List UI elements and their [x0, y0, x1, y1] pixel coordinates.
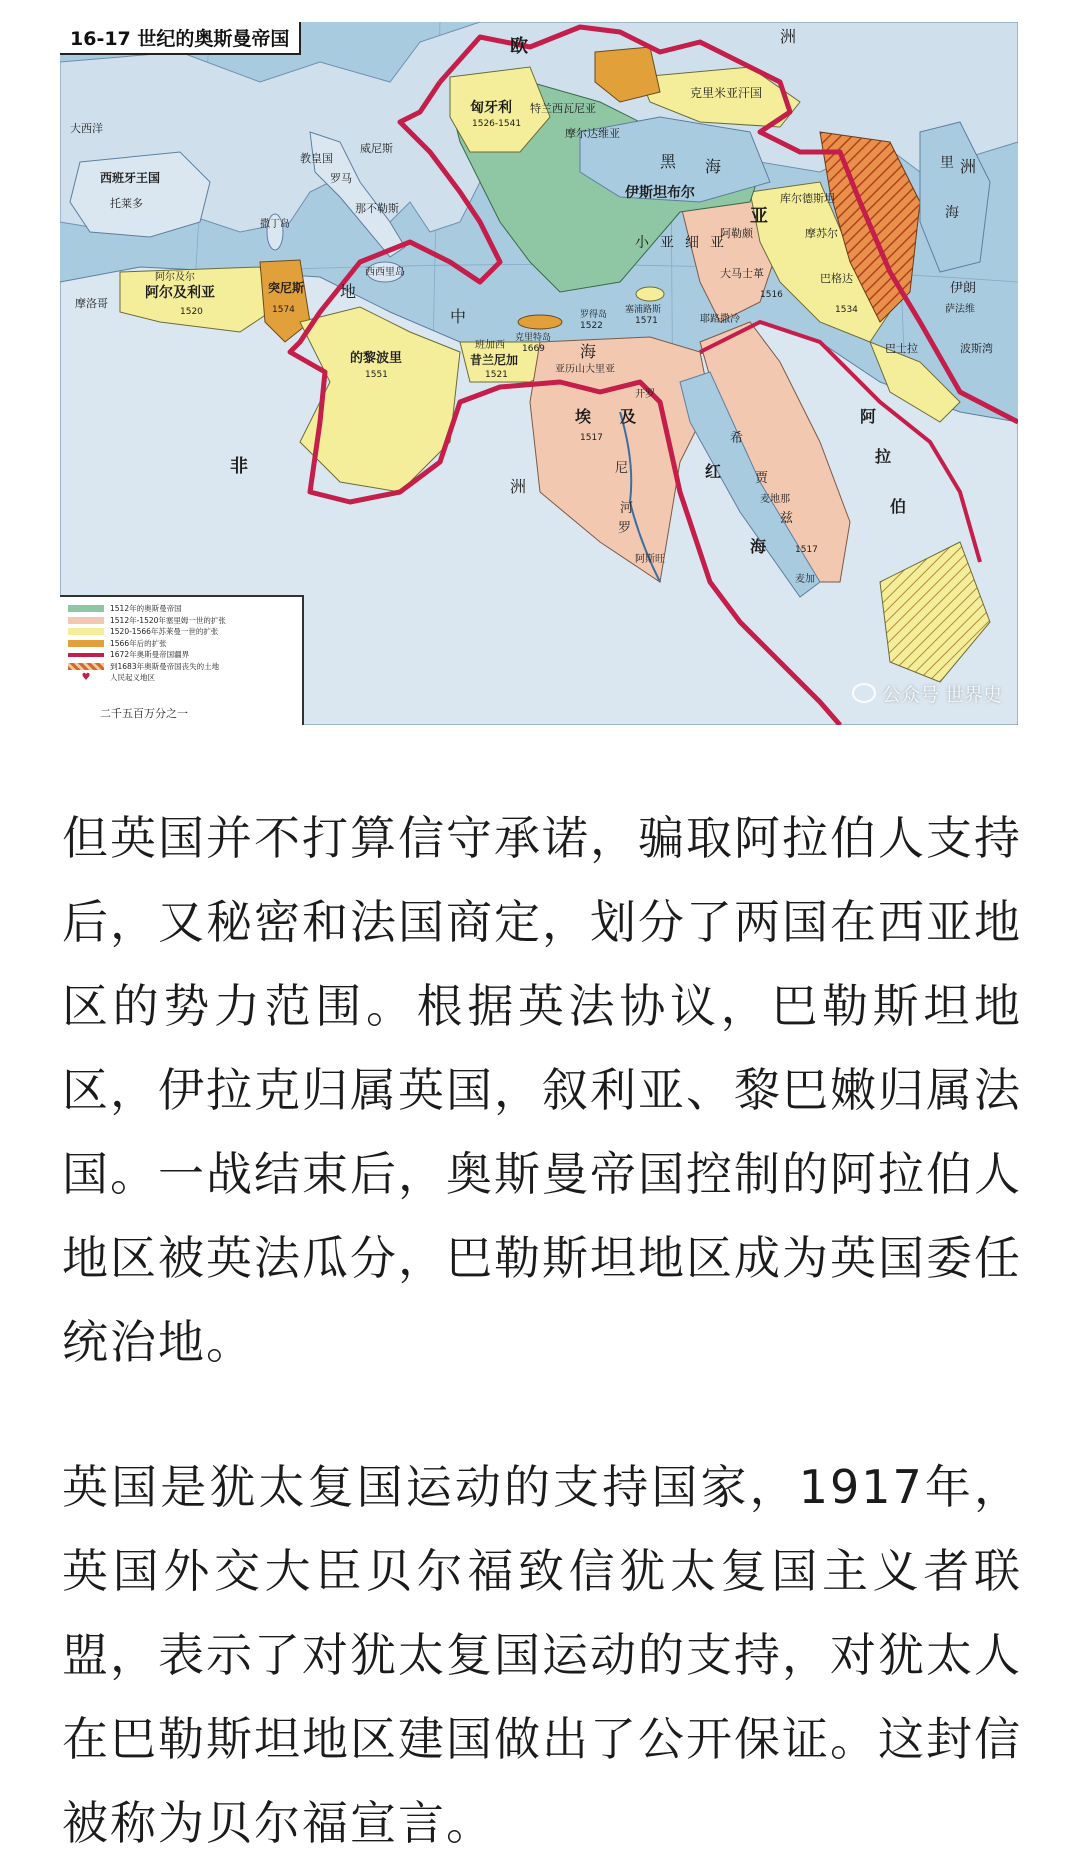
label-hungary-years: 1526-1541	[472, 119, 522, 129]
label-africa2: 洲	[510, 477, 527, 496]
label-nile3: 河	[620, 501, 634, 516]
label-papal: 教皇国	[300, 152, 333, 165]
label-toledo: 托莱多	[110, 197, 143, 210]
legend-item	[68, 649, 302, 661]
label-aswan: 阿斯旺	[635, 554, 665, 565]
label-egypt: 埃	[575, 407, 592, 426]
watermark	[852, 680, 1002, 707]
wechat-icon	[852, 683, 876, 703]
article-paragraph-1: 但英国并不打算信守承诺，骗取阿拉伯人支持后，又秘密和法国商定，划分了两国在西亚地区的势力范围。根据英法协议，巴勒斯坦地区，伊拉克归属英国，叙利亚、黎巴嫩归属法国。一战结束后，奥斯曼帝国控制的阿拉伯人地区被英法瓜分，巴勒斯坦地区成为英国委任统治地。	[62, 811, 1022, 1369]
label-mosul: 摩苏尔	[805, 227, 838, 240]
legend-label: 1672年奥斯曼帝国疆界	[110, 650, 190, 660]
spain-land	[70, 152, 210, 237]
label-alexandria: 亚历山大里亚	[555, 364, 615, 375]
label-baghdad: 巴格达	[820, 272, 853, 285]
label-africa: 非	[230, 456, 248, 477]
label-tunis-year: 1574	[272, 305, 295, 315]
label-sicily: 西西里岛	[365, 267, 405, 278]
label-europe: 欧	[510, 36, 528, 57]
label-medina: 麦地那	[760, 494, 790, 505]
crete-island	[518, 315, 562, 329]
label-rhodes-year: 1522	[580, 321, 603, 331]
label-moldavia: 摩尔达维亚	[565, 127, 620, 140]
label-sea-mid3: 海	[580, 342, 597, 361]
legend-item	[68, 615, 302, 627]
label-red-sea2: 海	[750, 537, 767, 556]
label-hejaz-year: 1517	[795, 545, 818, 555]
label-tripoli-year: 1551	[365, 370, 388, 380]
label-crete-year: 1669	[522, 344, 545, 354]
map-legend	[60, 595, 304, 725]
label-transylvania: 特兰西瓦尼亚	[530, 102, 596, 115]
label-hejaz3: 兹	[780, 511, 794, 526]
label-sea-mid: 地	[340, 282, 357, 301]
legend-swatch	[68, 640, 104, 647]
label-algeria: 阿尔及利亚	[145, 285, 215, 301]
legend-label: 1566年后的扩张	[110, 638, 167, 648]
legend-swatch	[68, 605, 104, 612]
label-persian-gulf: 波斯湾	[960, 342, 993, 355]
label-nile: 尼	[615, 461, 629, 476]
legend-item	[68, 638, 302, 650]
label-egypt-year: 1517	[580, 433, 603, 443]
cyprus-island	[636, 287, 664, 301]
legend-label: 人民起义地区	[110, 673, 155, 683]
label-cyprus: 塞浦路斯	[625, 305, 662, 315]
label-cairo: 开罗	[635, 389, 655, 400]
label-venice: 威尼斯	[360, 142, 393, 155]
ottoman-empire-map	[60, 22, 1018, 725]
label-sea-mid2: 中	[450, 307, 467, 326]
label-cyprus-year: 1571	[635, 316, 658, 326]
legend-swatch	[68, 663, 104, 670]
legend-item	[68, 661, 302, 673]
label-hungary: 匈牙利	[470, 100, 512, 116]
legend-item	[68, 603, 302, 615]
label-hejaz: 希	[730, 431, 744, 446]
label-aleppo: 阿勒颇	[720, 227, 753, 240]
label-europe2: 洲	[780, 27, 797, 46]
label-istanbul: 伊斯坦布尔	[625, 185, 695, 201]
label-caspian2: 海	[945, 205, 959, 221]
label-iran2: 萨法维	[945, 304, 975, 315]
label-algiers: 阿尔及尔	[155, 272, 195, 283]
legend-swatch	[68, 653, 104, 657]
label-crimea: 克里米亚汗国	[690, 86, 763, 100]
label-black-sea: 黑	[660, 152, 677, 171]
label-rome: 罗马	[330, 172, 352, 185]
label-tripoli: 的黎波里	[350, 351, 403, 366]
label-basra: 巴士拉	[885, 342, 918, 355]
legend-swatch	[68, 617, 104, 624]
label-mecca: 麦加	[795, 574, 815, 585]
label-cyrenaica-year: 1521	[485, 370, 508, 380]
label-spain: 西班牙王国	[100, 171, 161, 185]
label-morocco: 摩洛哥	[75, 297, 108, 310]
label-asia-minor2: 亚	[660, 235, 674, 251]
legend-swatch	[68, 628, 104, 635]
label-arabia3: 伯	[890, 497, 907, 516]
label-hejaz2: 贾	[755, 471, 769, 486]
label-atlantic: 大西洋	[70, 122, 103, 135]
label-iran: 伊朗	[950, 281, 977, 296]
label-iraq-year: 1534	[835, 305, 858, 315]
label-egypt2: 及	[620, 407, 637, 426]
label-crete: 克里特岛	[515, 333, 552, 343]
legend-label: 1520-1566年苏莱曼一世的扩张	[110, 627, 219, 637]
label-benghazi: 班加西	[475, 340, 505, 351]
label-asia: 亚	[750, 206, 768, 227]
legend-label: 1512年-1520年塞里姆一世的扩张	[110, 615, 226, 625]
label-red-sea: 红	[705, 462, 722, 481]
label-asia2: 洲	[960, 157, 977, 176]
label-nile2: 罗	[618, 521, 632, 536]
legend-heart-icon: ♥	[81, 672, 91, 684]
label-rhodes: 罗得岛	[580, 310, 608, 320]
label-asia-minor4: 亚	[710, 235, 724, 251]
article-paragraph-2: 英国是犹太复国运动的支持国家，1917年，英国外交大臣贝尔福致信犹太复国主义者联盟，表示了对犹太复国运动的支持，对犹太人在巴勒斯坦地区建国做出了公开保证。这封信被称为贝尔福宣言。	[62, 1460, 1022, 1850]
label-damascus: 大马士革	[720, 267, 764, 280]
map-scale: 二千五百万分之一	[100, 707, 188, 720]
label-jerusalem: 耶路撒冷	[700, 314, 740, 325]
label-arabia2: 拉	[875, 447, 892, 466]
label-cyrenaica: 昔兰尼加	[470, 353, 519, 367]
legend-label: 到1683年奥斯曼帝国丧失的土地	[110, 661, 220, 671]
label-syria-year: 1516	[760, 290, 783, 300]
label-caspian: 里	[940, 155, 954, 171]
label-kurdistan: 库尔德斯坦	[780, 192, 835, 205]
legend-label: 1512年的奥斯曼帝国	[110, 604, 182, 614]
watermark-text: 公众号 世界史	[881, 684, 1002, 706]
label-black-sea2: 海	[705, 157, 722, 176]
label-asia-minor: 小	[635, 235, 649, 251]
legend-item	[68, 626, 302, 638]
map-title: 16-17 世纪的奥斯曼帝国	[60, 22, 301, 55]
label-algeria-year: 1520	[180, 307, 203, 317]
label-sardinia: 撒丁岛	[260, 219, 290, 230]
label-asia-minor3: 细	[685, 235, 699, 251]
label-naples: 那不勒斯	[355, 202, 399, 215]
label-arabia: 阿	[860, 407, 877, 426]
label-tunis: 突尼斯	[268, 281, 305, 295]
legend-item	[68, 672, 302, 684]
